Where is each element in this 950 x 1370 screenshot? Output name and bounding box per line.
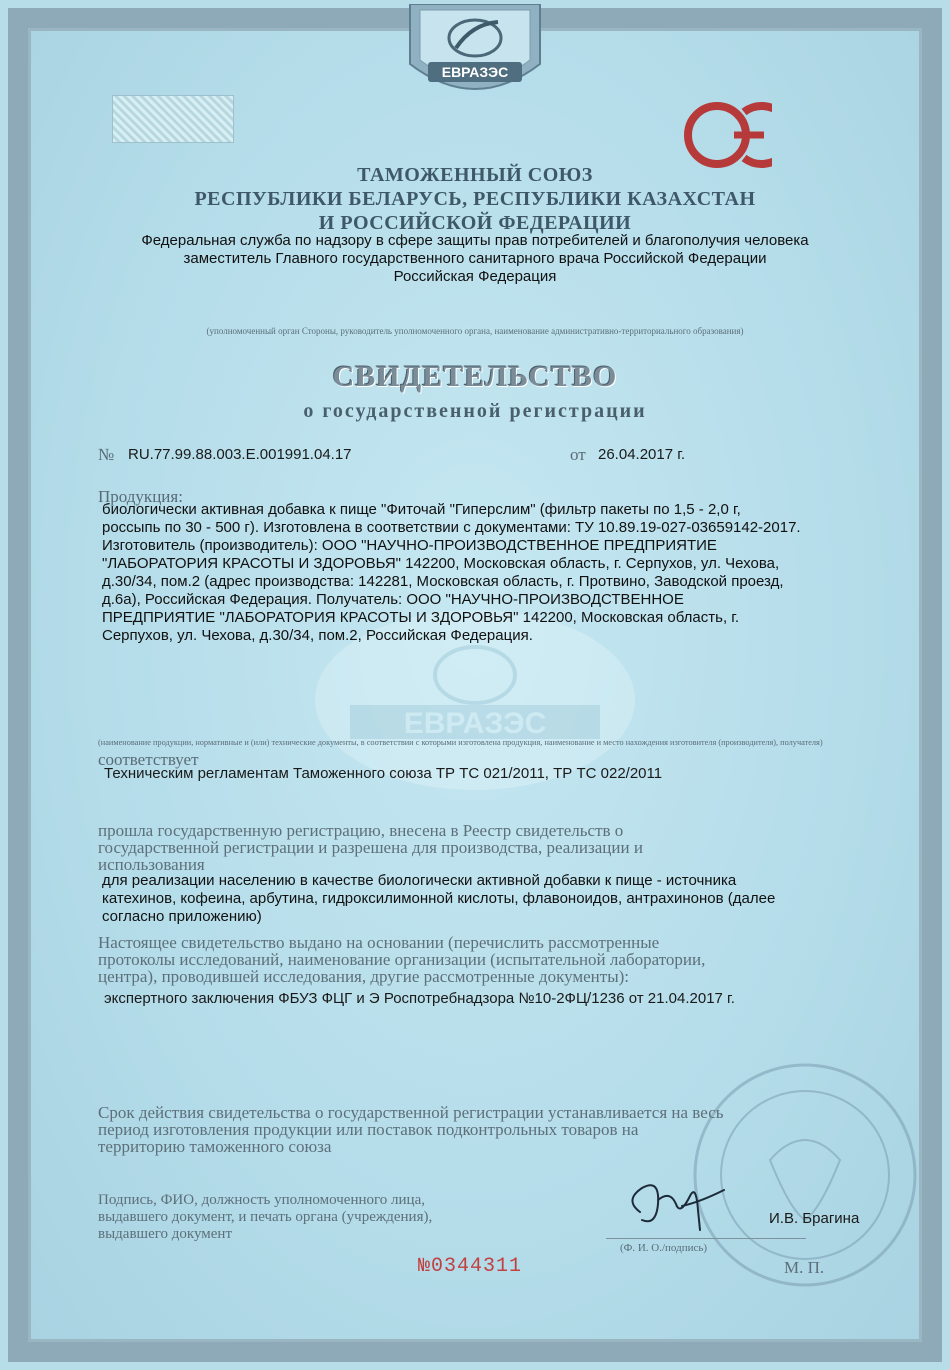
statement-line: государственной регистрации и разрешена для производства, реализации и xyxy=(98,838,643,857)
basis-value: экспертного заключения ФБУЗ ФЦГ и Э Роспотребнадзора №10-2ФЦ/1236 от 21.04.2017 г. xyxy=(104,990,735,1007)
authority-line-3: Российская Федерация xyxy=(393,268,557,285)
eac-conformity-mark-icon xyxy=(682,100,772,170)
statement-line: использования xyxy=(98,855,205,874)
authority-note: (уполномоченный орган Стороны, руководитель уполномоченного органа, наименование административно-территориального образования) xyxy=(206,326,744,336)
usage-line: катехинов, кофеина, арбутина, гидроксилимонной кислоты, флавоноидов, антрахинонов (далее xyxy=(102,890,776,907)
product-line: биологически активная добавка к пище "Фиточай "Гиперслим" (фильтр пакеты по 1,5 - 2,0 г, xyxy=(102,501,741,518)
signature-label xyxy=(98,1192,538,1243)
product-line: россыпь по 30 - 500 г). Изготовлена в соответствии с документами: ТУ 10.89.19-027-03659142-2017. xyxy=(102,519,801,536)
number-label: № xyxy=(98,445,115,464)
conformity-label: соответствует xyxy=(98,750,199,769)
signature-line xyxy=(606,1238,806,1239)
product-line: Серпухов, ул. Чехова, д.30/34, пом.2, Российская Федерация. xyxy=(102,627,533,644)
conformity-value: Техническим регламентам Таможенного союза ТР ТС 021/2011, ТР ТС 022/2011 xyxy=(104,765,663,782)
basis-line: протоколы исследований, наименование организации (испытательной лаборатории, xyxy=(98,950,706,969)
usage-description xyxy=(102,872,882,926)
product-line: Изготовитель (производитель): ООО "НАУЧНО-ПРОИЗВОДСТВЕННОЕ ПРЕДПРИЯТИЕ xyxy=(102,537,717,554)
federation-title: И РОССИЙСКОЙ ФЕДЕРАЦИИ xyxy=(318,212,632,234)
signatory-name: И.В. Брагина xyxy=(769,1210,860,1227)
serial-number: №0344311 xyxy=(418,1255,523,1278)
republics-title: РЕСПУБЛИКИ БЕЛАРУСЬ, РЕСПУБЛИКИ КАЗАХСТАН xyxy=(194,188,756,210)
product-line: д.6а), Российская Федерация. Получатель: ООО "НАУЧНО-ПРОИЗВОДСТВЕННОЕ xyxy=(102,591,684,608)
emblem-text: ЕВРАЗЭС xyxy=(441,64,509,80)
hologram-sticker xyxy=(112,95,234,143)
basis-line: центра), проводившей исследования, другие рассмотренные документы): xyxy=(98,967,630,986)
statement-line: прошла государственную регистрацию, внесена в Реестр свидетельств о xyxy=(98,821,624,840)
product-note: (наименование продукции, нормативные и (или) технические документы, в соответствии с которыми изготовлена продукция, наименование и место нахождения изготовителя (производителя), получателя) xyxy=(98,738,823,747)
authority-line-1: Федеральная служба по надзору в сфере защиты прав потребителей и благополучия человека xyxy=(141,232,809,249)
signature-label-line: выдавшего документ xyxy=(98,1226,233,1242)
registration-date: 26.04.2017 г. xyxy=(598,446,686,463)
handwritten-signature xyxy=(620,1170,730,1240)
signature-label-line: Подпись, ФИО, должность уполномоченного лица, xyxy=(98,1192,425,1208)
signature-note: (Ф. И. О./подпись) xyxy=(620,1242,708,1254)
basis-statement xyxy=(98,934,858,985)
union-title: ТАМОЖЕННЫЙ СОЮЗ xyxy=(357,164,593,186)
usage-line: согласно приложению) xyxy=(102,908,262,925)
document-subtitle: о государственной регистрации xyxy=(303,400,647,422)
product-label: Продукция: xyxy=(98,487,183,506)
document-title: СВИДЕТЕЛЬСТВО xyxy=(332,360,618,393)
product-line: ПРЕДПРИЯТИЕ "ЛАБОРАТОРИЯ КРАСОТЫ И ЗДОРОВЬЯ" 142200, Московская область, г. xyxy=(102,609,740,626)
date-label: от xyxy=(570,445,586,464)
registration-statement xyxy=(98,822,858,873)
product-line: "ЛАБОРАТОРИЯ КРАСОТЫ И ЗДОРОВЬЯ" 142200, Московская область, г. Серпухов, ул. Чехова, xyxy=(102,555,780,572)
watermark-text: ЕВРАЗЭС xyxy=(403,707,547,740)
validity-line: период изготовления продукции или поставок подконтрольных товаров на xyxy=(98,1120,639,1139)
usage-line: для реализации населению в качестве биологически активной добавки к пище - источника xyxy=(102,872,737,889)
validity-line: Срок действия свидетельства о государственной регистрации устанавливается на весь xyxy=(98,1103,724,1122)
product-line: д.30/34, пом.2 (адрес производства: 142281, Московская область, г. Протвино, Заводской проезд, xyxy=(102,573,784,590)
authority-line-2: заместитель Главного государственного санитарного врача Российской Федерации xyxy=(183,250,767,267)
signature-label-line: выдавшего документ, и печать органа (учреждения), xyxy=(98,1209,433,1225)
eurasec-emblem xyxy=(406,4,544,100)
stamp-place: М. П. xyxy=(784,1258,825,1277)
validity-line: территорию таможенного союза xyxy=(98,1137,332,1156)
validity-statement xyxy=(98,1104,858,1155)
basis-line: Настоящее свидетельство выдано на основании (перечислить рассмотренные xyxy=(98,933,660,952)
product-description xyxy=(102,501,892,645)
registration-number: RU.77.99.88.003.E.001991.04.17 xyxy=(128,446,352,463)
